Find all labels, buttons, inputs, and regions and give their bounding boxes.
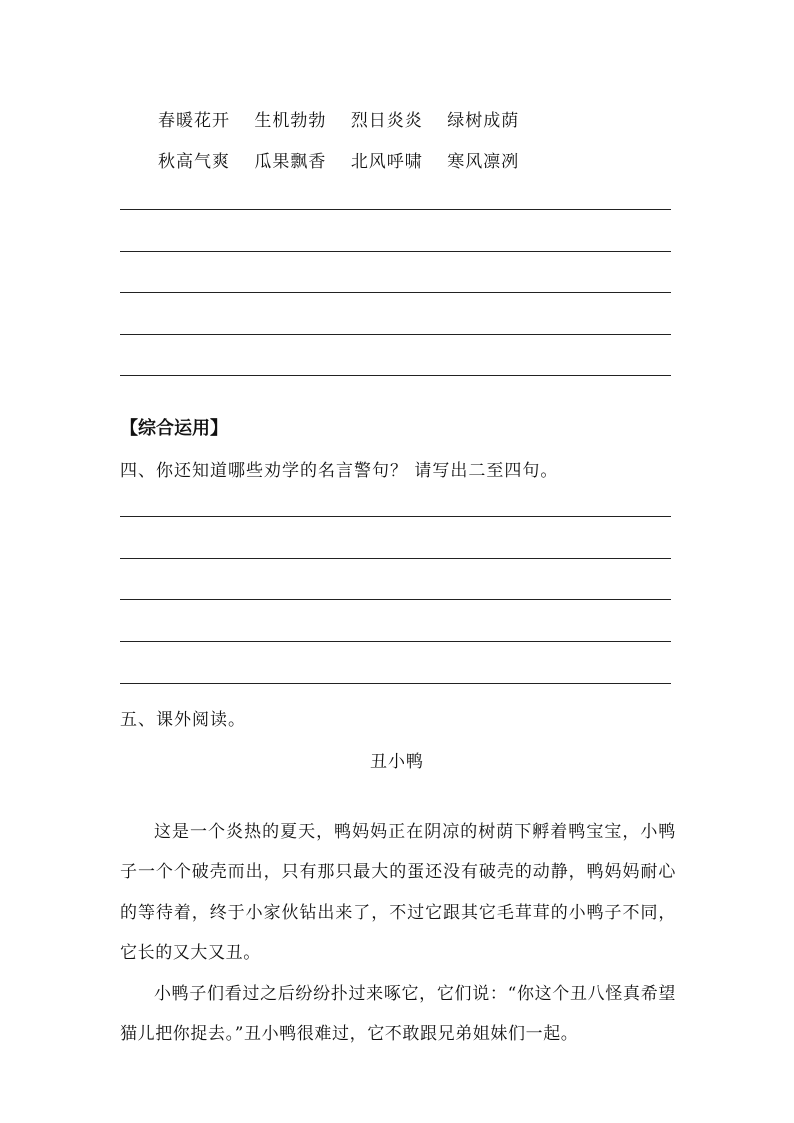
question-five: 五、课外阅读。 bbox=[120, 710, 246, 730]
idiom: 秋高气爽 bbox=[158, 152, 230, 172]
answer-line[interactable] bbox=[120, 599, 671, 600]
answer-line[interactable] bbox=[120, 683, 671, 684]
section-heading: 【综合运用】 bbox=[120, 418, 228, 439]
answer-line[interactable] bbox=[120, 334, 671, 335]
story-paragraph: 这是一个炎热的夏天，鸭妈妈正在阴凉的树荫下孵着鸭宝宝，小鸭子一个个破壳而出，只有那只最大的蛋还没有破壳的动静，鸭妈妈耐心的等待着，终于小家伙钻出来了，不过它跟其它毛茸茸的小鸭子不同，它长的又大又丑。 bbox=[120, 822, 676, 964]
answer-line[interactable] bbox=[120, 251, 671, 252]
answer-line[interactable] bbox=[120, 209, 671, 210]
idiom: 瓜果飘香 bbox=[254, 152, 327, 172]
idiom-row-1 bbox=[158, 106, 537, 131]
idiom: 北风呼啸 bbox=[350, 152, 423, 172]
story-body bbox=[120, 812, 676, 1054]
idiom: 生机勃勃 bbox=[254, 111, 327, 131]
answer-line[interactable] bbox=[120, 292, 671, 293]
idiom: 寒风凛冽 bbox=[447, 152, 520, 172]
idiom: 绿树成荫 bbox=[447, 111, 520, 131]
answer-line[interactable] bbox=[120, 641, 671, 642]
answer-line[interactable] bbox=[120, 516, 671, 517]
idiom: 春暖花开 bbox=[158, 111, 230, 131]
story-paragraph: 小鸭子们看过之后纷纷扑过来啄它，它们说：“你这个丑八怪真希望猫儿把你捉去。”丑小鸭很难过，它不敢跟兄弟姐妹们一起。 bbox=[120, 983, 676, 1045]
idiom-row-2 bbox=[158, 147, 537, 172]
answer-line[interactable] bbox=[120, 375, 671, 376]
idiom: 烈日炎炎 bbox=[350, 111, 423, 131]
story-title: 丑小鸭 bbox=[370, 752, 424, 772]
question-four: 四、你还知道哪些劝学的名言警句？ 请写出二至四句。 bbox=[120, 461, 559, 481]
answer-line[interactable] bbox=[120, 558, 671, 559]
